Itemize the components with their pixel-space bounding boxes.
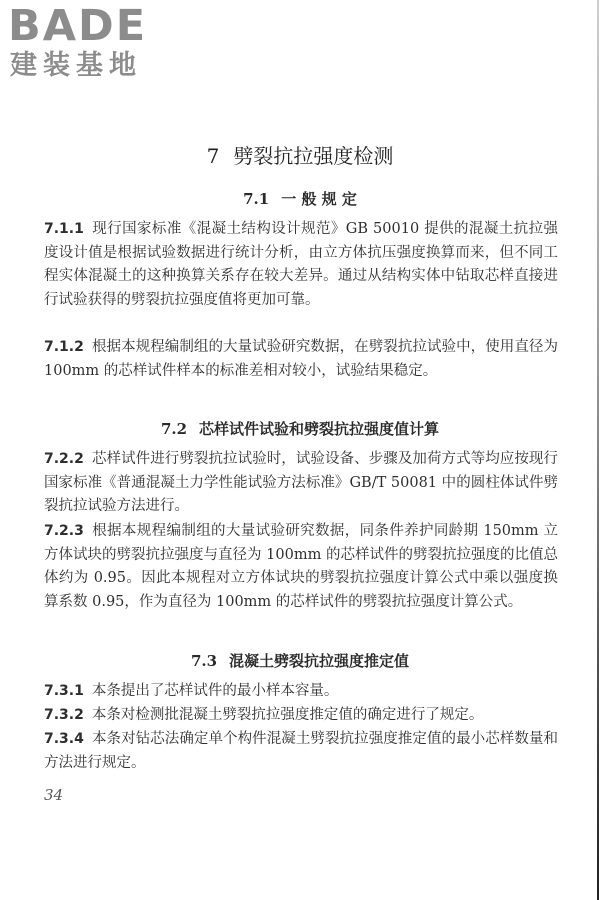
clause-7-1-1: 7.1.1 现行国家标准《混凝土结构设计规范》GB 50010 提供的混凝土抗拉强度设计值是根据试验数据进行统计分析，由立方体抗压强度换算而来，但不同工程实体混凝土的这种换算关系存在较大差异。通过从结构实体中钻取芯样直接进行试验获得的劈裂抗拉强度值将更加可靠。 [44,221,558,308]
page-edge-shadow [597,0,599,900]
clause-7-2-2: 7.2.2 芯样试件进行劈裂抗拉试验时，试验设备、步骤及加荷方式等均应按现行国家标准《普通混凝土力学性能试验方法标准》GB/T 50081 中的圆柱体试件劈裂抗拉试验方法进行。 [44,451,558,514]
clause-7-3-4: 7.3.4 本条对钻芯法确定单个构件混凝土劈裂抗拉强度推定值的最小芯样数量和方法进行规定。 [44,731,558,771]
chapter-title [0,140,600,169]
bade-logo [8,1,178,84]
chapter-number: 7 [206,144,220,168]
section-heading-7-2: 7.2 芯样试件试验和劈裂抗拉强度值计算 [160,420,440,438]
clause-7-1-2: 7.1.2 根据本规程编制组的大量试验研究数据，在劈裂抗拉试验中，使用直径为 100mm 的芯样试件样本的标准差相对较小，试验结果稳定。 [44,339,558,379]
section-heading-7-1: 7.1 一 般 规 定 [243,190,357,208]
clause-7-3-1: 7.3.1 本条提出了芯样试件的最小样本容量。 [44,683,339,699]
chapter-title-text: 劈裂抗拉强度检测 [233,144,394,168]
page-number: 34 [44,786,64,804]
clause-7-2-3: 7.2.3 根据本规程编制组的大量试验研究数据，同条件养护同龄期 150mm 立方体试块的劈裂抗拉强度与直径为 100mm 的芯样试件的劈裂抗拉强度的比值总体约为 0.95。因此本规程对立方体试块的劈裂抗拉强度计算公式中乘以强度换算系数 0.95，作为直径为 100mm 的芯样试件的劈裂抗拉强度计算公式。 [44,523,558,610]
clause-7-3-2: 7.3.2 本条对检测批混凝土劈裂抗拉强度推定值的确定进行了规定。 [44,707,484,723]
logo-wordmark: BADE [8,1,148,51]
section-heading-7-3: 7.3 混凝土劈裂抗拉强度推定值 [190,652,410,670]
logo-subtitle: 建装基地 [10,50,142,81]
